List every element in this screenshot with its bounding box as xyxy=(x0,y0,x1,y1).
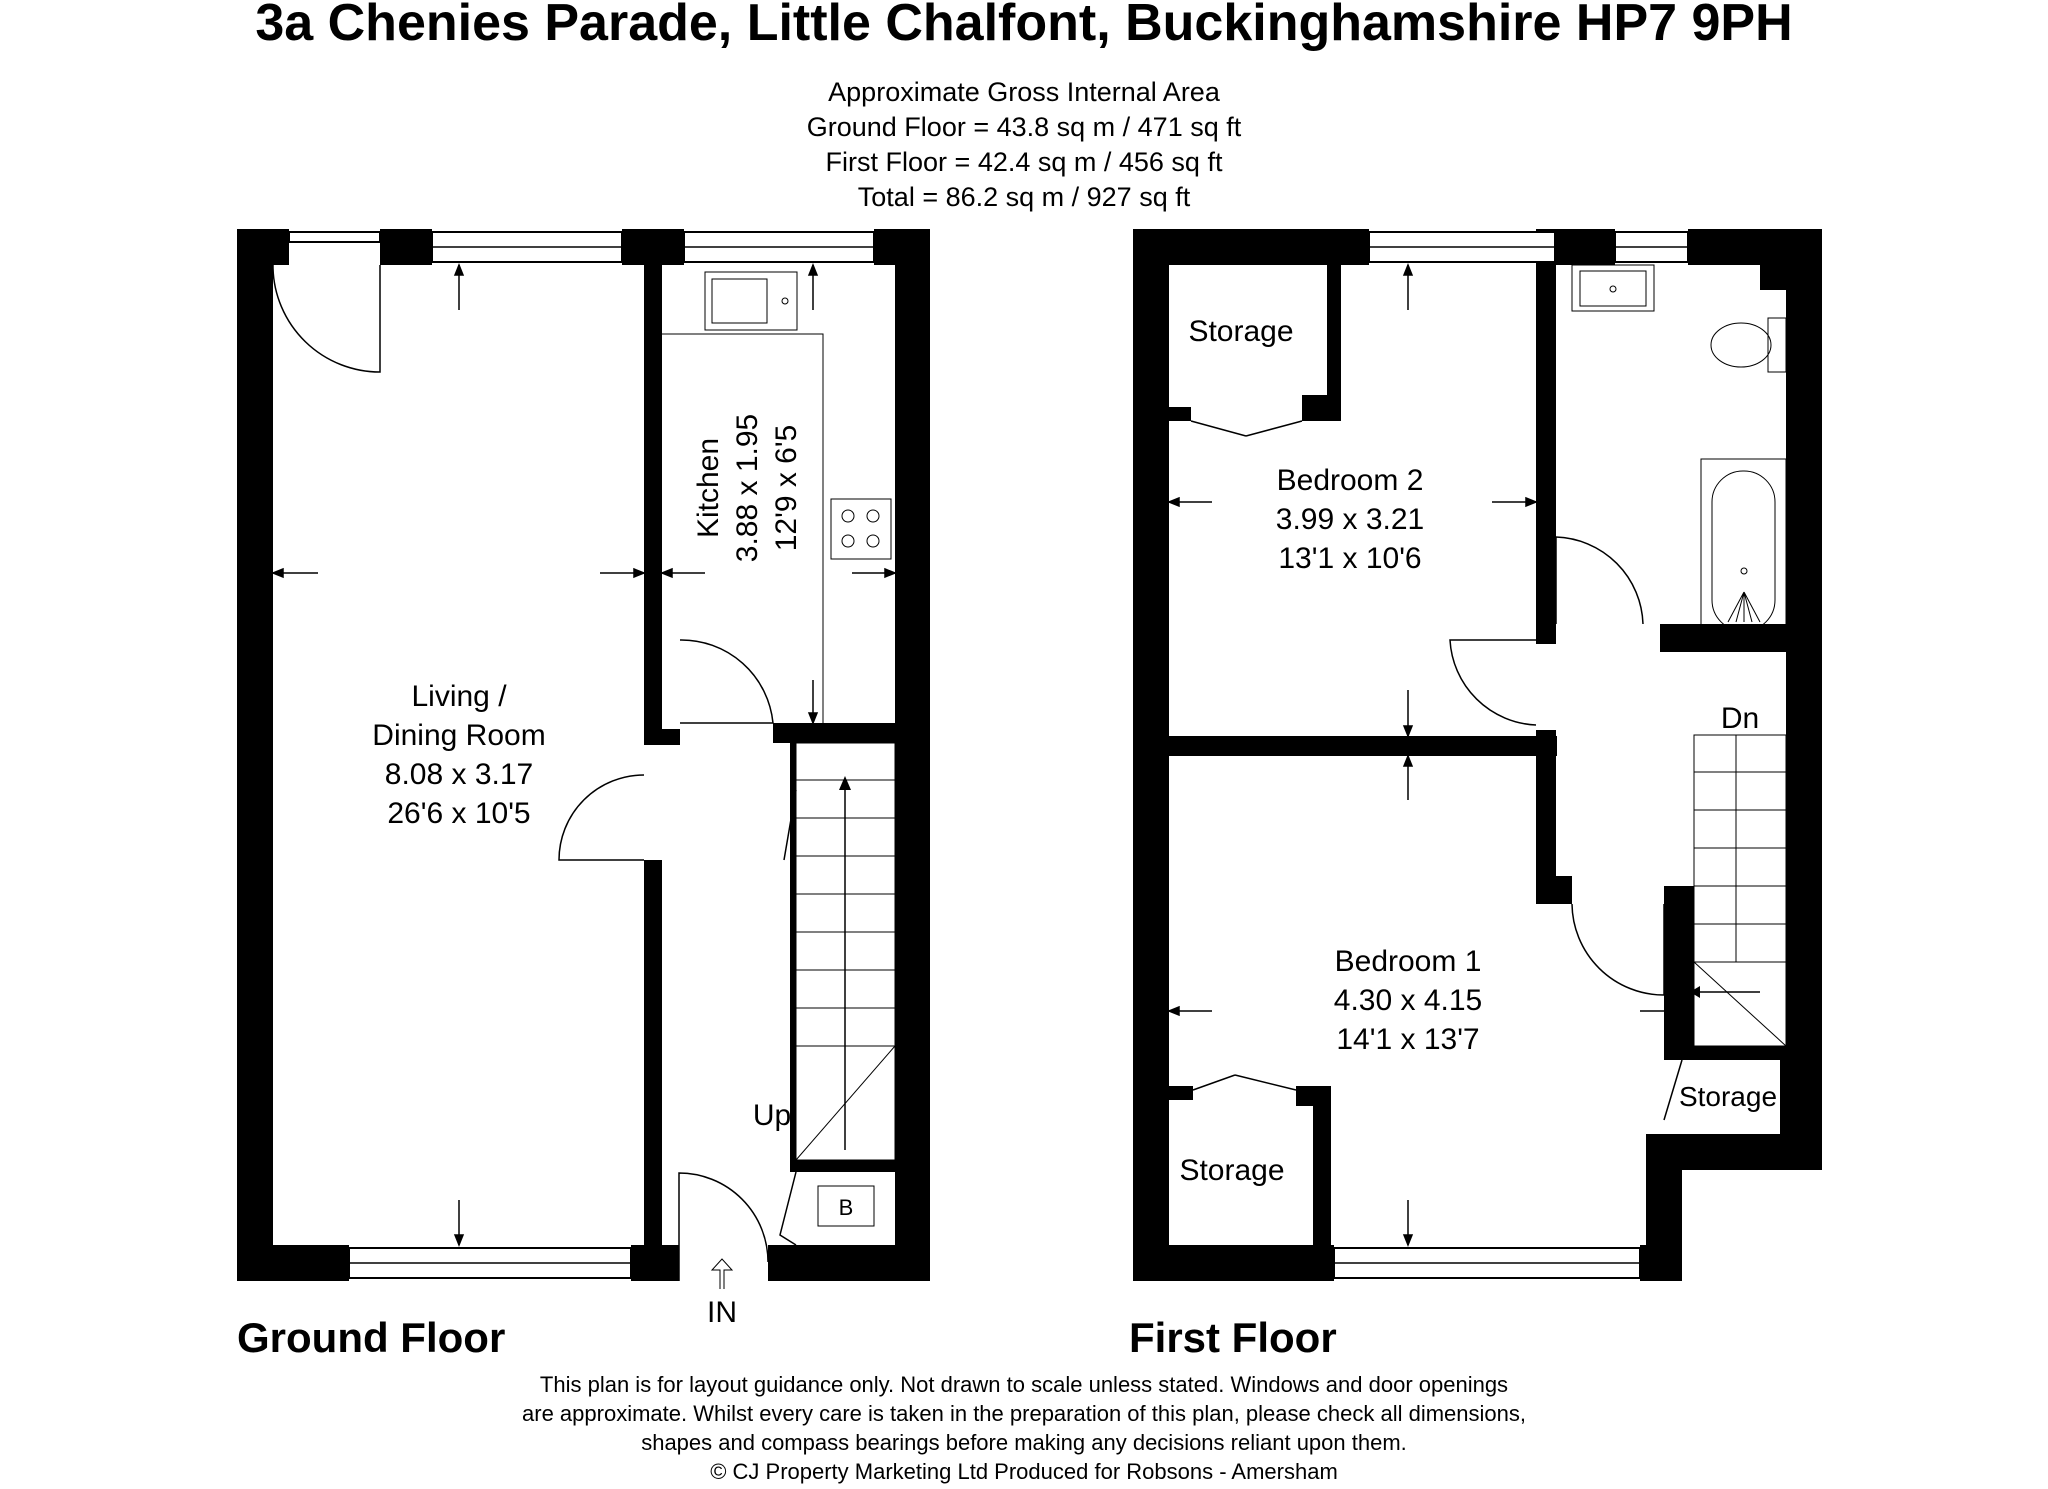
wall xyxy=(1302,395,1341,421)
disclaimer-line-1: This plan is for layout guidance only. Not drawn to scale unless stated. Windows and door openings xyxy=(539,1372,1509,1397)
bedroom1-metric: 4.30 x 4.15 xyxy=(1333,984,1483,1017)
wall xyxy=(237,229,289,265)
wall xyxy=(237,229,273,1281)
wall xyxy=(1313,1100,1331,1281)
wall xyxy=(644,860,662,1281)
wall xyxy=(1536,730,1556,876)
wall xyxy=(1169,1086,1193,1100)
area-first: First Floor = 42.4 sq m / 456 sq ft xyxy=(825,147,1223,177)
wall xyxy=(1327,265,1341,405)
stairs-up xyxy=(784,743,895,1160)
basin xyxy=(1572,265,1654,311)
stairs-down-label: Dn xyxy=(1720,702,1760,735)
boiler-label: B xyxy=(838,1195,854,1220)
wall xyxy=(1536,229,1556,624)
bedroom1-imperial: 14'1 x 13'7 xyxy=(1336,1023,1480,1056)
kitchen-imperial: 12'9 x 6'5 xyxy=(770,424,803,552)
wall xyxy=(1660,624,1822,652)
first-floor-label: First Floor xyxy=(1129,1314,1337,1361)
ground-floor-label: Ground Floor xyxy=(237,1314,506,1361)
wall xyxy=(768,1245,930,1281)
hob xyxy=(831,499,891,559)
wall xyxy=(1133,229,1169,1281)
storage-right-label: Storage xyxy=(1678,1081,1778,1112)
living-room-name1: Living / xyxy=(411,680,507,713)
door-swing xyxy=(680,640,773,723)
wall xyxy=(1169,736,1557,756)
sink xyxy=(705,272,797,330)
ground-floor-plan xyxy=(237,229,930,1361)
storage-bottom-left-label: Storage xyxy=(1179,1154,1285,1187)
wall xyxy=(1664,886,1694,1046)
wall xyxy=(1536,876,1572,904)
entrance-arrow xyxy=(712,1259,732,1289)
area-total: Total = 86.2 sq m / 927 sq ft xyxy=(857,182,1191,212)
door-swing xyxy=(1556,537,1643,624)
living-room-metric: 8.08 x 3.17 xyxy=(384,758,534,791)
area-ground: Ground Floor = 43.8 sq m / 471 sq ft xyxy=(806,112,1242,142)
stairs-down xyxy=(1690,735,1786,1046)
wall xyxy=(644,729,680,745)
wall xyxy=(237,1245,349,1281)
bedroom2-name: Bedroom 2 xyxy=(1276,464,1424,497)
wall xyxy=(1780,1060,1822,1170)
wall xyxy=(895,229,930,1281)
wall xyxy=(773,723,930,743)
copyright-line: © CJ Property Marketing Ltd Produced for Robsons - Amersham xyxy=(710,1459,1338,1484)
living-room-name2: Dining Room xyxy=(372,719,546,752)
wall xyxy=(644,229,662,729)
wall xyxy=(1786,229,1822,1099)
wall xyxy=(1169,407,1191,421)
wall xyxy=(1660,624,1680,652)
kitchen-metric: 3.88 x 1.95 xyxy=(731,413,764,563)
wall xyxy=(1133,229,1369,265)
door-swing xyxy=(679,1173,768,1281)
living-room-imperial: 26'6 x 10'5 xyxy=(387,797,531,830)
wall xyxy=(1536,624,1556,644)
first-floor-plan xyxy=(1129,229,1822,1361)
area-heading: Approximate Gross Internal Area xyxy=(828,77,1220,107)
disclaimer-line-3: shapes and compass bearings before making any decisions reliant upon them. xyxy=(641,1430,1407,1455)
stairs-up-label: Up xyxy=(752,1099,792,1132)
window xyxy=(289,232,380,242)
wall xyxy=(1555,229,1615,265)
entrance-label: IN xyxy=(707,1296,737,1329)
door-swing xyxy=(1450,640,1536,725)
bedroom1-name: Bedroom 1 xyxy=(1334,945,1482,978)
wall xyxy=(1760,265,1822,290)
kitchen-name: Kitchen xyxy=(692,437,725,539)
wall xyxy=(380,229,432,265)
door-swing xyxy=(273,265,380,372)
door-swing xyxy=(1572,904,1664,995)
wall xyxy=(1133,1245,1334,1281)
page-title: 3a Chenies Parade, Little Chalfont, Buckinghamshire HP7 9PH xyxy=(255,0,1793,52)
wall xyxy=(790,1160,930,1172)
disclaimer-line-2: are approximate. Whilst every care is taken in the preparation of this plan, please check all dimensions, xyxy=(522,1401,1526,1426)
toilet xyxy=(1711,318,1786,372)
bedroom2-metric: 3.99 x 3.21 xyxy=(1275,503,1425,536)
bedroom2-imperial: 13'1 x 10'6 xyxy=(1278,542,1422,575)
wall xyxy=(1664,1046,1686,1060)
bath xyxy=(1701,459,1786,637)
storage-top-label: Storage xyxy=(1188,315,1294,348)
door-swing xyxy=(559,775,644,860)
wall xyxy=(1686,1046,1786,1060)
